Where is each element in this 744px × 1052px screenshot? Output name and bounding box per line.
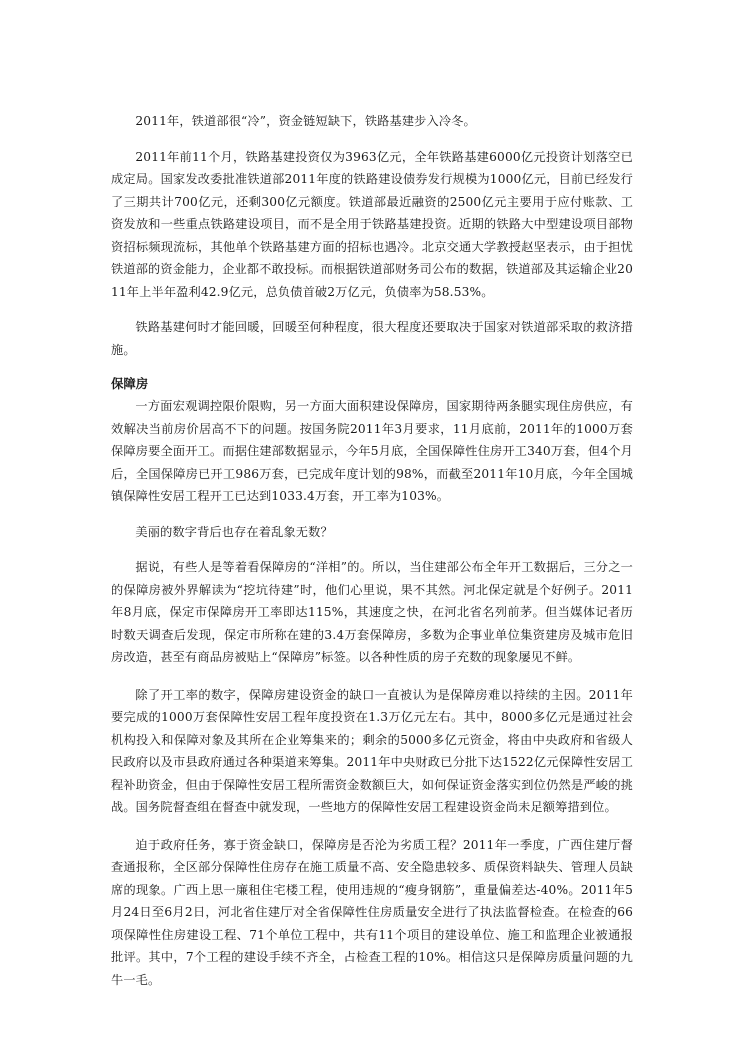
paragraph-housing-baoding: 据说，有些人是等着看保障房的“洋相”的。所以，当住建部公布全年开工数据后，三分之一的保障房被外界解读为“挖坑待建”时，他们心里说，果不其然。河北保定就是个好例子。2011年8月底，保定市保障房开工率即达115%，其速度之快，在河北省名列前茅。但当媒体记者历时数天调查后发现，保定市所称在建的3.4万套保障房，多数为企事业单位集资建房及城市危旧房改造，甚至有商品房被贴上“保障房”标签。以各种性质的房子充数的现象屡见不鲜。 — [111, 560, 633, 664]
paragraph-housing-question: 美丽的数字背后也存在着乱象无数？ — [135, 524, 333, 539]
paragraph-railway-outlook: 铁路基建何时才能回暖，回暖至何种程度，很大程度还要取决于国家对铁道部采取的救济措施。 — [111, 320, 633, 357]
paragraph-housing-overview: 一方面宏观调控限价限购，另一方面大面积建设保障房，国家期待两条腿实现住房供应，有效解决当前房价居高不下的问题。按国务院2011年3月要求，11月底前，2011年的1000万套保障房要全面开工。而据住建部数据显示，今年5月底，全国保障性住房开工340万套，但4个月后，全国保障房已开工986万套，已完成年度计划的98%，而截至2011年10月底，今年全国城镇保障性安居工程开工已达到1033.4万套，开工率为103%。 — [111, 399, 633, 503]
section-heading-housing: 保障房 — [111, 376, 149, 391]
paragraph-housing-quality: 迫于政府任务，寡于资金缺口，保障房是否沦为劣质工程？2011年一季度，广西住建厅督查通报称，全区部分保障性住房存在施工质量不高、安全隐患较多、质保资料缺失、管理人员缺席的现象。广西上思一廉租住宅楼工程，使用违规的“瘦身钢筋”，重量偏差达-40%。2011年5月24日至6月2日，河北省住建厅对全省保障性住房质量安全进行了执法监督检查。在检查的66项保障性住房建设工程、71个单位工程中，共有11个项目的建设单位、施工和监理企业被通报批评。其中，7个工程的建设手续不齐全，占检查工程的10%。相信这只是保障房质量问题的九牛一毛。 — [111, 837, 633, 987]
paragraph-railway-intro: 2011年，铁道部很“冷”，资金链短缺下，铁路基建步入冷冬。 — [135, 114, 476, 128]
paragraph-railway-investment: 2011年前11个月，铁路基建投资仅为3963亿元，全年铁路基建6000亿元投资计划落空已成定局。国家发改委批准铁道部2011年度的铁路建设债券发行规模为1000亿元，目前已经发行了三期共计700亿元，还剩300亿元额度。铁道部最近融资的2500亿元主要用于应付账款、工资发放和一些重点铁路建设项目，而不是全用于铁路基建投资。近期的铁路大中型建设项目部物资招标频现流标，其他单个铁路基建方面的招标也遇冷。北京交通大学教授赵坚表示，由于担忧铁道部的资金能力，企业都不敢投标。而根据铁道部财务司公布的数据，铁道部及其运输企业2011年上半年盈利42.9亿元，总负债首破2万亿元，负债率为58.53%。 — [111, 149, 633, 299]
document-page — [111, 110, 633, 991]
paragraph-housing-funding: 除了开工率的数字，保障房建设资金的缺口一直被认为是保障房难以持续的主因。2011年要完成的1000万套保障性安居工程年度投资在1.3万亿元左右。其中，8000多亿元是通过社会机构投入和保障对象及其所在企业筹集来的；剩余的5000多亿元资金，将由中央政府和省级人民政府以及市县政府通过各种渠道来筹集。2011年中央财政已分批下达1522亿元保障性安居工程补助资金，但由于保障性安居工程所需资金数额巨大，如何保证资金落实到位仍然是严峻的挑战。国务院督查组在督查中就发现，一些地方的保障性安居工程建设资金尚未足额筹措到位。 — [111, 687, 633, 814]
